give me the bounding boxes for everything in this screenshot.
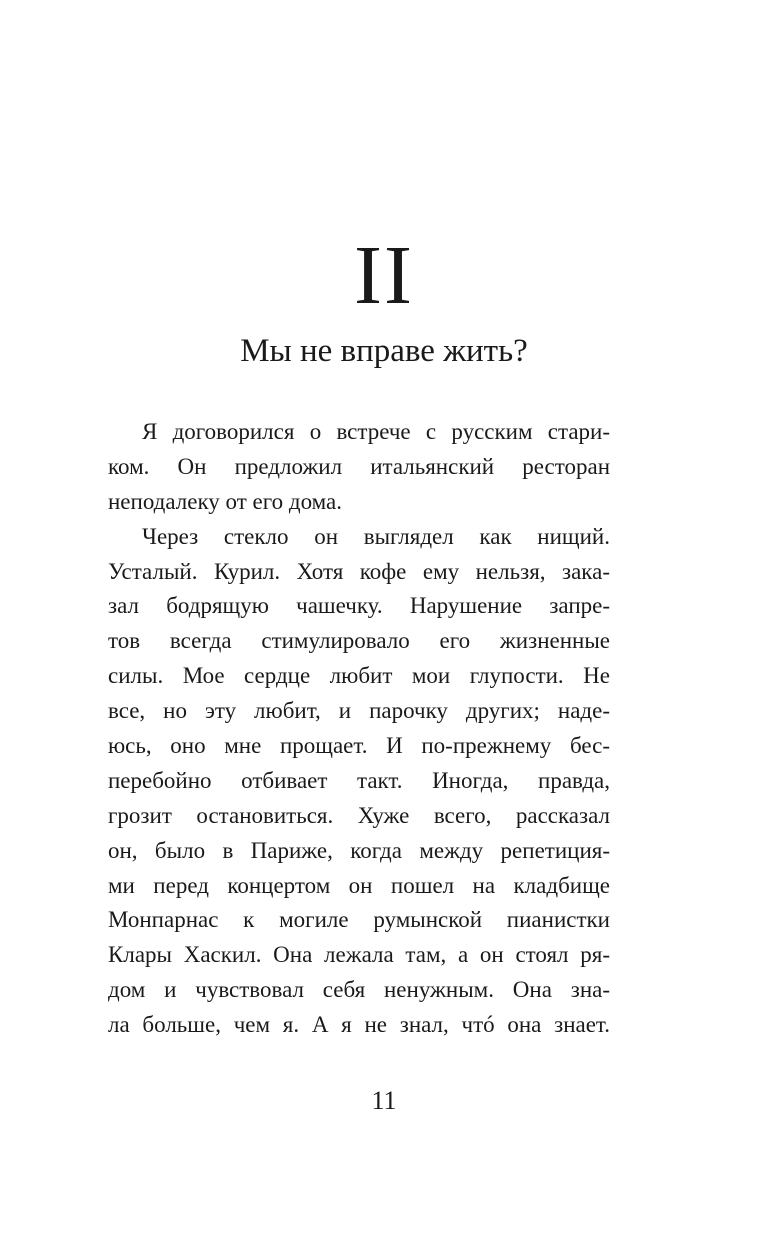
text-line: тов всегда стимулировало его жизненные [108,628,610,654]
chapter-title: Мы не вправе жить? [240,333,528,369]
paragraph-2 [108,520,610,1043]
text-line: силы. Мое сердце любит мои глупости. Не [108,663,610,689]
chapter-numeral: II [354,229,414,322]
text-line: Клары Хаскил. Она лежала там, а он стоял ря- [108,942,610,968]
paragraph-1 [108,415,610,520]
text-line: ком. Он предложил итальянский ресторан [108,453,610,479]
text-line: ми перед концертом он пошел на кладбище [108,872,610,898]
text-line: неподалеку от его дома. [108,488,342,514]
text-line: зал бодрящую чашечку. Нарушение запре- [108,593,610,619]
page-number: 11 [371,1086,397,1115]
body-text [108,415,610,1043]
text-line: он, было в Париже, когда между репетиция- [108,837,610,863]
text-line: юсь, оно мне прощает. И по-прежнему бес- [108,733,610,759]
text-line: Усталый. Курил. Хотя кофе ему нельзя, зака- [108,558,610,584]
text-line: Через стекло он выглядел как нищий. [142,523,610,549]
text-line: все, но эту любит, и парочку других; наде- [108,698,610,724]
text-line: ла больше, чем я. А я не знал, чтó она знает. [108,1012,610,1038]
text-line: грозит остановиться. Хуже всего, рассказал [108,802,610,828]
text-line: Монпарнас к могиле румынской пианистки [108,907,610,933]
text-line: Я договорился о встрече с русским стари- [142,419,610,444]
text-line: дом и чувствовал себя ненужным. Она зна- [108,977,610,1003]
text-line: перебойно отбивает такт. Иногда, правда, [108,767,610,793]
